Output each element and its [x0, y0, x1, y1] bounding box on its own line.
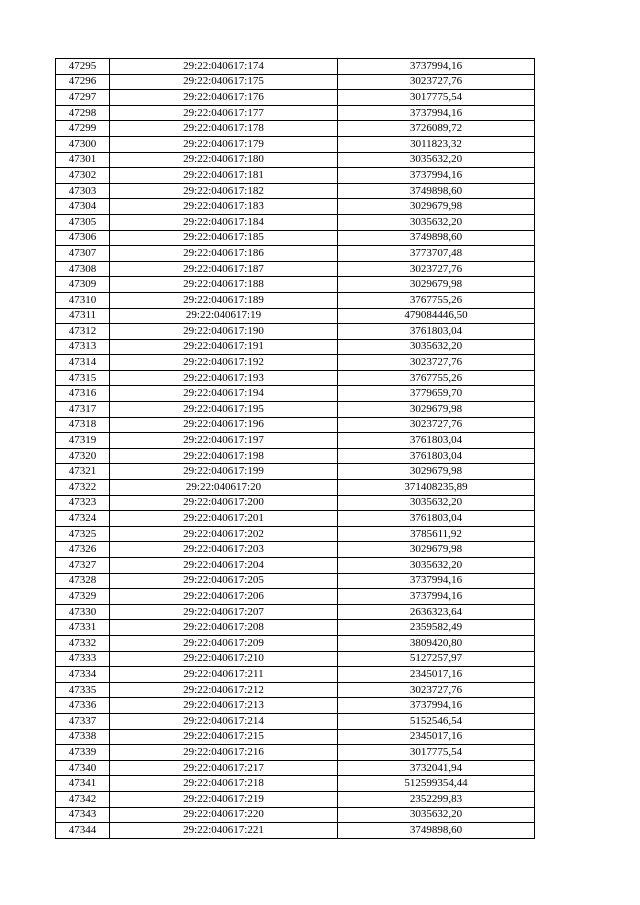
cadastral-number-cell: 29:22:040617:207 [110, 604, 338, 620]
table-row [56, 355, 535, 371]
cadastral-value-cell: 3749898,60 [338, 823, 535, 839]
table-row [56, 651, 535, 667]
cadastral-number-cell: 29:22:040617:220 [110, 807, 338, 823]
table-row [56, 402, 535, 418]
table-row [56, 59, 535, 75]
table-row [56, 604, 535, 620]
cadastral-number-cell: 29:22:040617:187 [110, 261, 338, 277]
row-number-cell: 47343 [56, 807, 110, 823]
table-row [56, 526, 535, 542]
table-row [56, 713, 535, 729]
cadastral-number-cell: 29:22:040617:196 [110, 417, 338, 433]
cadastral-number-cell: 29:22:040617:210 [110, 651, 338, 667]
cadastral-value-cell: 3035632,20 [338, 558, 535, 574]
table-row [56, 620, 535, 636]
row-number-cell: 47328 [56, 573, 110, 589]
table-row [56, 682, 535, 698]
cadastral-number-cell: 29:22:040617:216 [110, 745, 338, 761]
cadastral-number-cell: 29:22:040617:189 [110, 292, 338, 308]
row-number-cell: 47304 [56, 199, 110, 215]
row-number-cell: 47296 [56, 74, 110, 90]
cadastral-value-cell: 3785611,92 [338, 526, 535, 542]
cadastral-value-cell: 5152546,54 [338, 713, 535, 729]
row-number-cell: 47340 [56, 760, 110, 776]
cadastral-number-cell: 29:22:040617:180 [110, 152, 338, 168]
cadastral-value-cell: 371408235,89 [338, 480, 535, 496]
cadastral-number-cell: 29:22:040617:203 [110, 542, 338, 558]
cadastral-number-cell: 29:22:040617:202 [110, 526, 338, 542]
cadastral-number-cell: 29:22:040617:188 [110, 277, 338, 293]
row-number-cell: 47332 [56, 635, 110, 651]
table-row [56, 152, 535, 168]
row-number-cell: 47339 [56, 745, 110, 761]
cadastral-number-cell: 29:22:040617:183 [110, 199, 338, 215]
row-number-cell: 47312 [56, 324, 110, 340]
cadastral-value-cell: 3029679,98 [338, 542, 535, 558]
cadastral-value-cell: 3761803,04 [338, 324, 535, 340]
cadastral-value-cell: 3035632,20 [338, 152, 535, 168]
cadastral-value-cell: 3749898,60 [338, 230, 535, 246]
row-number-cell: 47317 [56, 402, 110, 418]
table-row [56, 183, 535, 199]
cadastral-number-cell: 29:22:040617:185 [110, 230, 338, 246]
table-row [56, 542, 535, 558]
cadastral-value-cell: 3023727,76 [338, 261, 535, 277]
table-row [56, 635, 535, 651]
cadastral-value-cell: 3726089,72 [338, 121, 535, 137]
cadastral-value-cell: 3732041,94 [338, 760, 535, 776]
cadastral-value-cell: 3029679,98 [338, 199, 535, 215]
row-number-cell: 47329 [56, 589, 110, 605]
row-number-cell: 47309 [56, 277, 110, 293]
row-number-cell: 47321 [56, 464, 110, 480]
cadastral-number-cell: 29:22:040617:175 [110, 74, 338, 90]
table-row [56, 339, 535, 355]
row-number-cell: 47335 [56, 682, 110, 698]
cadastral-number-cell: 29:22:040617:209 [110, 635, 338, 651]
row-number-cell: 47342 [56, 791, 110, 807]
cadastral-number-cell: 29:22:040617:186 [110, 246, 338, 262]
cadastral-value-cell: 3023727,76 [338, 74, 535, 90]
cadastral-number-cell: 29:22:040617:191 [110, 339, 338, 355]
cadastral-number-cell: 29:22:040617:217 [110, 760, 338, 776]
table-row [56, 74, 535, 90]
row-number-cell: 47344 [56, 823, 110, 839]
row-number-cell: 47308 [56, 261, 110, 277]
cadastral-value-cell: 3737994,16 [338, 105, 535, 121]
cadastral-value-cell: 2345017,16 [338, 729, 535, 745]
cadastral-number-cell: 29:22:040617:20 [110, 480, 338, 496]
row-number-cell: 47322 [56, 480, 110, 496]
cadastral-number-cell: 29:22:040617:206 [110, 589, 338, 605]
cadastral-value-cell: 3767755,26 [338, 370, 535, 386]
cadastral-number-cell: 29:22:040617:174 [110, 59, 338, 75]
row-number-cell: 47331 [56, 620, 110, 636]
table-row [56, 199, 535, 215]
cadastral-number-cell: 29:22:040617:205 [110, 573, 338, 589]
cadastral-number-cell: 29:22:040617:200 [110, 495, 338, 511]
table-row [56, 760, 535, 776]
cadastral-number-cell: 29:22:040617:221 [110, 823, 338, 839]
row-number-cell: 47323 [56, 495, 110, 511]
table-row [56, 698, 535, 714]
cadastral-value-cell: 3023727,76 [338, 682, 535, 698]
cadastral-number-cell: 29:22:040617:215 [110, 729, 338, 745]
cadastral-value-cell: 3737994,16 [338, 573, 535, 589]
cadastral-number-cell: 29:22:040617:193 [110, 370, 338, 386]
row-number-cell: 47306 [56, 230, 110, 246]
cadastral-value-table [55, 58, 535, 839]
cadastral-value-cell: 3023727,76 [338, 355, 535, 371]
cadastral-number-cell: 29:22:040617:182 [110, 183, 338, 199]
row-number-cell: 47315 [56, 370, 110, 386]
row-number-cell: 47310 [56, 292, 110, 308]
row-number-cell: 47318 [56, 417, 110, 433]
cadastral-value-cell: 3779659,70 [338, 386, 535, 402]
table-row [56, 261, 535, 277]
cadastral-number-cell: 29:22:040617:178 [110, 121, 338, 137]
row-number-cell: 47299 [56, 121, 110, 137]
table-row [56, 776, 535, 792]
cadastral-value-cell: 2636323,64 [338, 604, 535, 620]
cadastral-number-cell: 29:22:040617:213 [110, 698, 338, 714]
cadastral-value-cell: 3017775,54 [338, 745, 535, 761]
cadastral-number-cell: 29:22:040617:195 [110, 402, 338, 418]
cadastral-number-cell: 29:22:040617:218 [110, 776, 338, 792]
row-number-cell: 47325 [56, 526, 110, 542]
cadastral-value-cell: 3761803,04 [338, 448, 535, 464]
table-row [56, 558, 535, 574]
cadastral-number-cell: 29:22:040617:201 [110, 511, 338, 527]
table-row [56, 370, 535, 386]
row-number-cell: 47333 [56, 651, 110, 667]
row-number-cell: 47301 [56, 152, 110, 168]
row-number-cell: 47314 [56, 355, 110, 371]
cadastral-value-cell: 3023727,76 [338, 417, 535, 433]
table-row [56, 168, 535, 184]
table-row [56, 823, 535, 839]
table-row [56, 480, 535, 496]
cadastral-number-cell: 29:22:040617:176 [110, 90, 338, 106]
cadastral-number-cell: 29:22:040617:184 [110, 214, 338, 230]
table-row [56, 745, 535, 761]
table-row [56, 464, 535, 480]
cadastral-number-cell: 29:22:040617:219 [110, 791, 338, 807]
table-row [56, 729, 535, 745]
row-number-cell: 47313 [56, 339, 110, 355]
table-row [56, 90, 535, 106]
table-row [56, 511, 535, 527]
row-number-cell: 47336 [56, 698, 110, 714]
table-row [56, 230, 535, 246]
cadastral-value-cell: 3035632,20 [338, 339, 535, 355]
table-row [56, 807, 535, 823]
cadastral-value-cell: 2359582,49 [338, 620, 535, 636]
cadastral-value-cell: 3761803,04 [338, 433, 535, 449]
table-row [56, 324, 535, 340]
row-number-cell: 47305 [56, 214, 110, 230]
cadastral-value-cell: 3767755,26 [338, 292, 535, 308]
cadastral-value-cell: 3749898,60 [338, 183, 535, 199]
cadastral-number-cell: 29:22:040617:211 [110, 667, 338, 683]
cadastral-value-cell: 2352299,83 [338, 791, 535, 807]
cadastral-value-cell: 3737994,16 [338, 59, 535, 75]
row-number-cell: 47320 [56, 448, 110, 464]
cadastral-value-cell: 3011823,32 [338, 136, 535, 152]
table-row [56, 121, 535, 137]
cadastral-value-cell: 3035632,20 [338, 807, 535, 823]
row-number-cell: 47307 [56, 246, 110, 262]
cadastral-number-cell: 29:22:040617:192 [110, 355, 338, 371]
row-number-cell: 47300 [56, 136, 110, 152]
row-number-cell: 47324 [56, 511, 110, 527]
cadastral-number-cell: 29:22:040617:181 [110, 168, 338, 184]
table-row [56, 433, 535, 449]
row-number-cell: 47311 [56, 308, 110, 324]
cadastral-value-cell: 5127257,97 [338, 651, 535, 667]
cadastral-number-cell: 29:22:040617:19 [110, 308, 338, 324]
table-row [56, 667, 535, 683]
cadastral-number-cell: 29:22:040617:198 [110, 448, 338, 464]
row-number-cell: 47338 [56, 729, 110, 745]
cadastral-number-cell: 29:22:040617:179 [110, 136, 338, 152]
row-number-cell: 47298 [56, 105, 110, 121]
table-row [56, 448, 535, 464]
table-row [56, 791, 535, 807]
cadastral-number-cell: 29:22:040617:208 [110, 620, 338, 636]
row-number-cell: 47330 [56, 604, 110, 620]
row-number-cell: 47302 [56, 168, 110, 184]
cadastral-value-cell: 3737994,16 [338, 168, 535, 184]
cadastral-value-cell: 3809420,80 [338, 635, 535, 651]
cadastral-value-cell: 3017775,54 [338, 90, 535, 106]
cadastral-number-cell: 29:22:040617:212 [110, 682, 338, 698]
cadastral-number-cell: 29:22:040617:194 [110, 386, 338, 402]
cadastral-value-cell: 3029679,98 [338, 464, 535, 480]
row-number-cell: 47295 [56, 59, 110, 75]
cadastral-number-cell: 29:22:040617:214 [110, 713, 338, 729]
row-number-cell: 47316 [56, 386, 110, 402]
cadastral-number-cell: 29:22:040617:204 [110, 558, 338, 574]
row-number-cell: 47337 [56, 713, 110, 729]
cadastral-value-cell: 2345017,16 [338, 667, 535, 683]
table-row [56, 589, 535, 605]
table-row [56, 386, 535, 402]
row-number-cell: 47334 [56, 667, 110, 683]
cadastral-value-cell: 512599354,44 [338, 776, 535, 792]
table-row [56, 277, 535, 293]
table-row [56, 246, 535, 262]
cadastral-number-cell: 29:22:040617:199 [110, 464, 338, 480]
table-body [56, 59, 535, 839]
cadastral-value-cell: 3737994,16 [338, 698, 535, 714]
cadastral-value-cell: 3737994,16 [338, 589, 535, 605]
cadastral-number-cell: 29:22:040617:177 [110, 105, 338, 121]
table-row [56, 136, 535, 152]
row-number-cell: 47319 [56, 433, 110, 449]
row-number-cell: 47303 [56, 183, 110, 199]
table-row [56, 214, 535, 230]
row-number-cell: 47326 [56, 542, 110, 558]
cadastral-number-cell: 29:22:040617:197 [110, 433, 338, 449]
table-row [56, 308, 535, 324]
cadastral-value-cell: 3761803,04 [338, 511, 535, 527]
row-number-cell: 47327 [56, 558, 110, 574]
row-number-cell: 47341 [56, 776, 110, 792]
cadastral-value-cell: 479084446,50 [338, 308, 535, 324]
row-number-cell: 47297 [56, 90, 110, 106]
cadastral-value-cell: 3773707,48 [338, 246, 535, 262]
cadastral-value-cell: 3035632,20 [338, 495, 535, 511]
cadastral-number-cell: 29:22:040617:190 [110, 324, 338, 340]
cadastral-value-cell: 3029679,98 [338, 402, 535, 418]
table-row [56, 573, 535, 589]
cadastral-value-cell: 3035632,20 [338, 214, 535, 230]
table-row [56, 417, 535, 433]
table-row [56, 495, 535, 511]
table-row [56, 105, 535, 121]
cadastral-value-cell: 3029679,98 [338, 277, 535, 293]
table-row [56, 292, 535, 308]
